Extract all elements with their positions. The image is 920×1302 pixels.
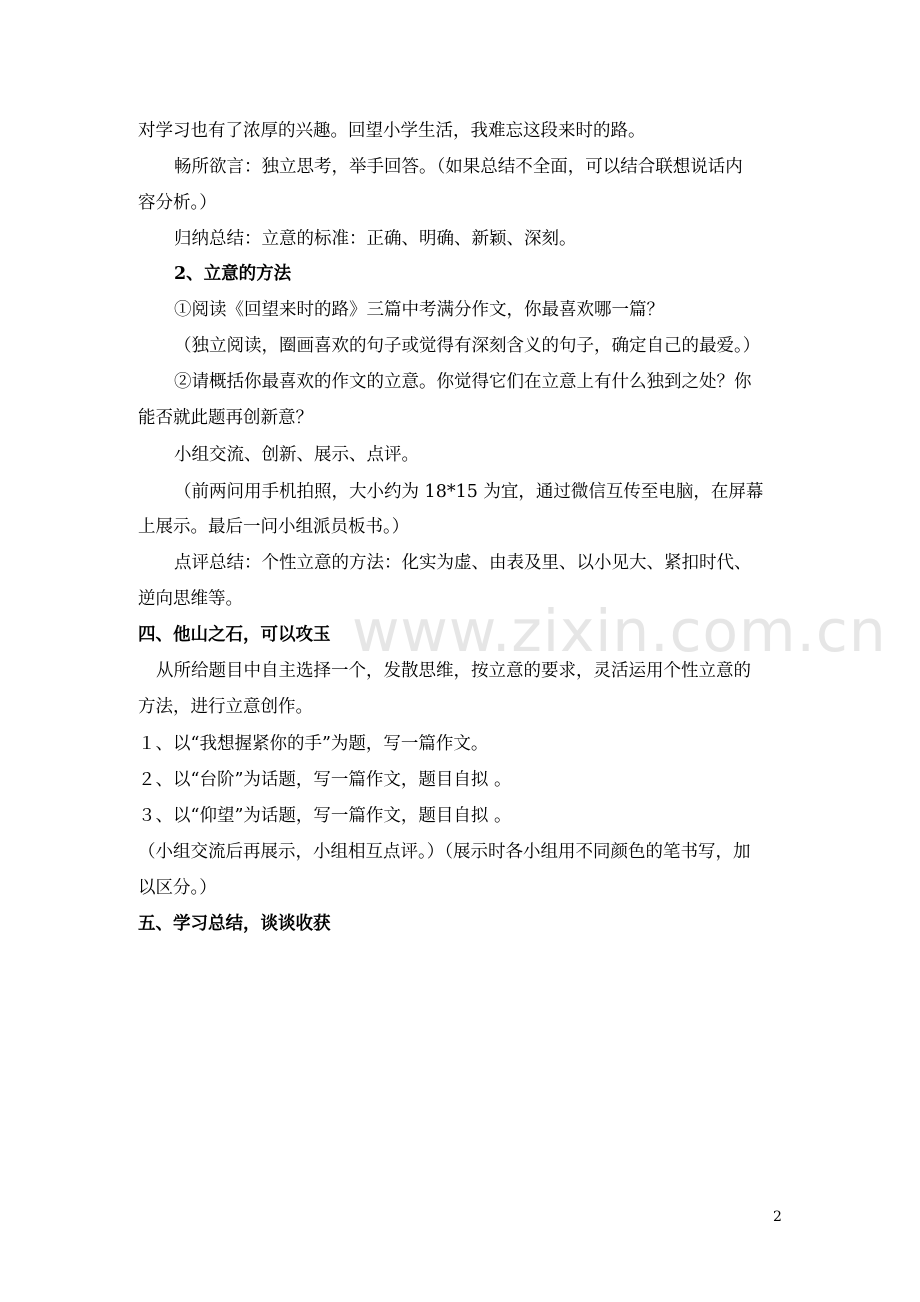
section-heading-five: 五、学习总结，谈谈收获 [138,914,331,934]
section-heading-method: 2、立意的方法 [174,264,292,284]
body-line-14: 逆向思维等。 [138,589,243,609]
body-line-9: 能否就此题再创新意？ [138,408,313,428]
body-line-7: （独立阅读，圈画喜欢的句子或觉得有深刻含义的句子，确定自己的最爱。） [174,336,761,356]
body-line-17: 方法，进行立意创作。 [138,697,313,717]
body-line-11: （前两问用手机拍照，大小约为 18*15 为宜，通过微信互传至电脑，在屏幕 [174,482,764,502]
body-line-13: 点评总结：个性立意的方法：化实为虚、由表及里、以小见大、紧扣时代、 [174,553,752,573]
body-line-1: 对学习也有了浓厚的兴趣。回望小学生活，我难忘这段来时的路。 [138,121,646,141]
prompt-item-3: ３、以“仰望”为话题，写一篇作文，题目自拟 。 [138,806,512,826]
page-number: 2 [773,1209,782,1225]
prompt-item-1: １、以“我想握紧你的手”为题，写一篇作文。 [138,734,489,754]
body-line-3: 容分析。） [138,193,217,213]
body-line-16: 从所给题目中自主选择一个，发散思维，按立意的要求，灵活运用个性立意的 [156,661,751,681]
body-line-6: ①阅读《回望来时的路》三篇中考满分作文，你最喜欢哪一篇？ [174,300,664,320]
body-line-2: 畅所欲言：独立思考，举手回答。（如果总结不全面，可以结合联想说话内 [174,157,743,177]
prompt-item-2: ２、以“台阶”为话题，写一篇作文，题目自拟 。 [138,770,512,790]
section-heading-four: 四、他山之石，可以攻玉 [138,625,331,645]
body-line-21: （小组交流后再展示，小组相互点评。）（展示时各小组用不同颜色的笔书写，加 [138,842,751,862]
watermark: www.zixin.com.cn [352,597,887,665]
body-line-12: 上展示。最后一问小组派员板书。） [138,517,410,537]
body-line-8: ②请概括你最喜欢的作文的立意。你觉得它们在立意上有什么独到之处？你 [174,372,752,392]
body-line-4: 归纳总结：立意的标准：正确、明确、新颖、深刻。 [174,229,577,249]
body-line-10: 小组交流、创新、展示、点评。 [174,445,419,465]
body-line-22: 以区分。） [138,878,217,898]
